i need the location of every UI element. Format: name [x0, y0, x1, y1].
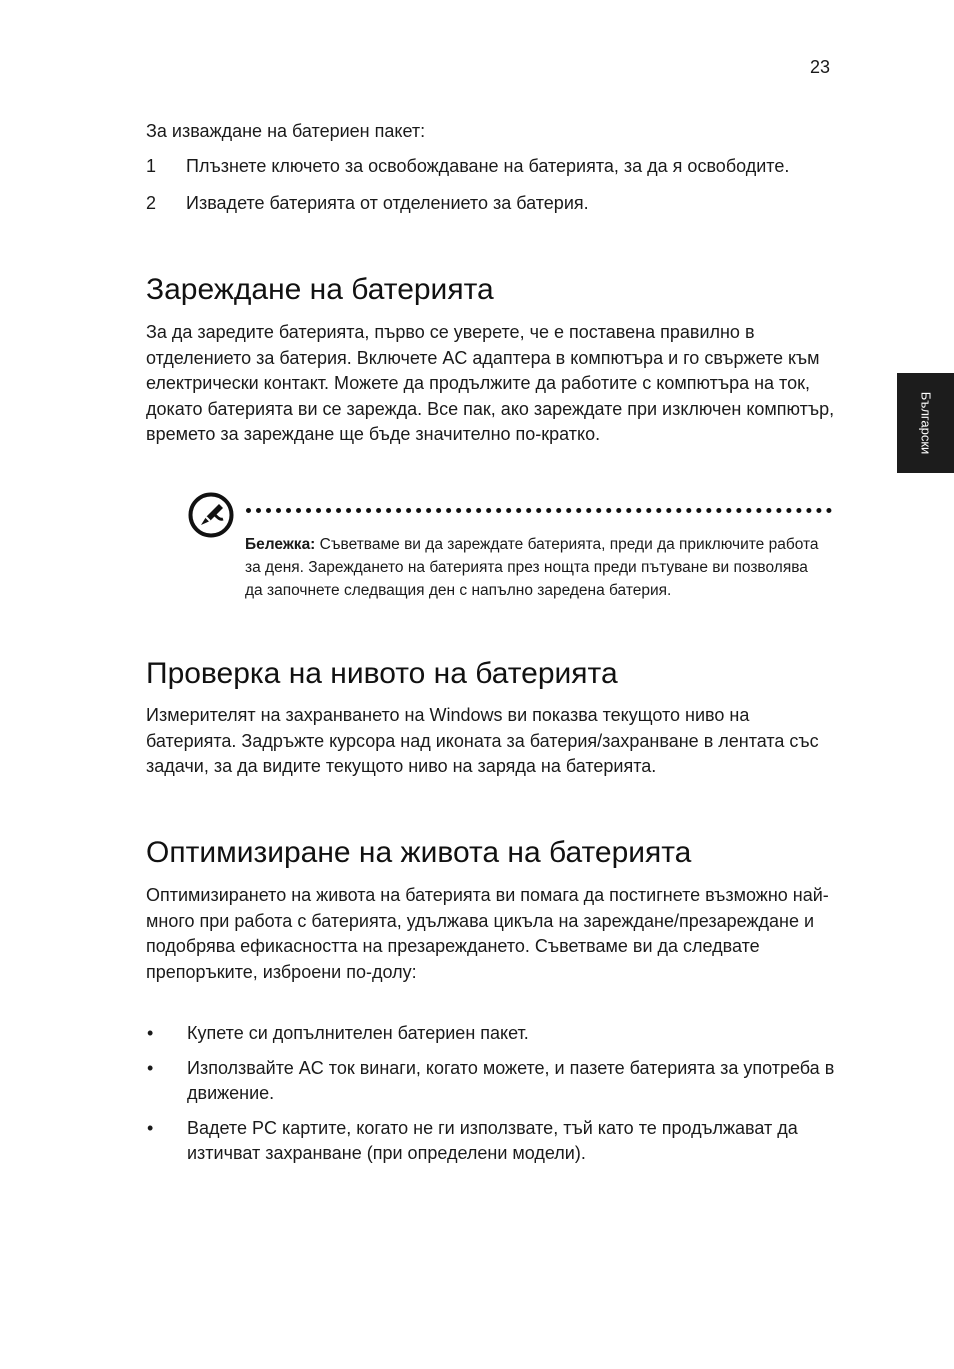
section-heading-optimize: Оптимизиране на живота на батерията: [146, 836, 692, 869]
list-item: [146, 1116, 836, 1167]
note-body: Съветваме ви да зареждате батерията, преди да приключите работа за деня. Зареждането на батерията през нощта преди пътуване ви позволява да започнете следващия ден с напълно заредена батерия.: [245, 536, 819, 599]
section-body-charging: За да заредите батерията, първо се уверете, че е поставена правилно в отделението за батерия. Включете AC адаптера в компютъра и го свържете към електрически контакт. Можете да продължите да работите с компютъра на ток, докато батерията ви се зарежда. Все пак, ако зареждате при изключен компютър, времето за зареждане ще бъде значително по-кратко.: [146, 322, 835, 444]
list-item: [146, 191, 836, 217]
list-item: [146, 1056, 836, 1107]
step-text: Плъзнете ключето за освобождаване на батерията, за да я освободите.: [186, 156, 790, 176]
note-text: [245, 534, 825, 602]
step-text: Извадете батерията от отделението за батерия.: [186, 192, 589, 213]
step-number: 1: [146, 156, 157, 176]
section-heading-charging: Зареждане на батерията: [146, 273, 494, 306]
note-divider: [246, 508, 832, 513]
language-tab: [897, 373, 954, 473]
section-body-optimize: Оптимизирането на живота на батерията ви помага да постигнете възможно най-много при работа с батерията, удължава цикъла на зареждане/презареждане и подобрява ефикасността на презареждането. Съветваме ви да следвате препоръките, изброени по-долу:: [146, 885, 829, 982]
bullet-text: Купете си допълнителен батериен пакет.: [187, 1023, 529, 1043]
bullet-mark: •: [147, 1057, 154, 1078]
steps-list: [146, 154, 836, 227]
bullet-text: Използвайте AC ток винаги, когато можете, и пазете батерията за употреба в движение.: [187, 1057, 835, 1103]
bullet-mark: •: [147, 1117, 154, 1138]
bullet-text: Вадете PC картите, когато не ги използвате, тъй като те продължават да изтичват захранване (при определени модели).: [187, 1117, 798, 1163]
list-item: [146, 1021, 836, 1047]
page-number: 23: [809, 57, 830, 77]
language-tab-label: Български: [918, 391, 933, 455]
note-label: Бележка:: [245, 536, 316, 553]
intro-text: За изваждане на батериен пакет:: [146, 121, 426, 141]
section-heading-level: Проверка на нивото на батерията: [146, 657, 618, 690]
step-number: 2: [146, 192, 157, 213]
list-item: [146, 154, 836, 180]
bullet-list: [146, 1021, 836, 1176]
section-body-level: Измерителят на захранването на Windows ви показва текущото ниво на батерията. Задръжте курсора над иконата за батерия/захранване в лентата със задачи, за да видите текущото ниво на заряда на батерията.: [146, 705, 819, 776]
note-icon: [188, 492, 234, 538]
bullet-mark: •: [147, 1023, 154, 1043]
